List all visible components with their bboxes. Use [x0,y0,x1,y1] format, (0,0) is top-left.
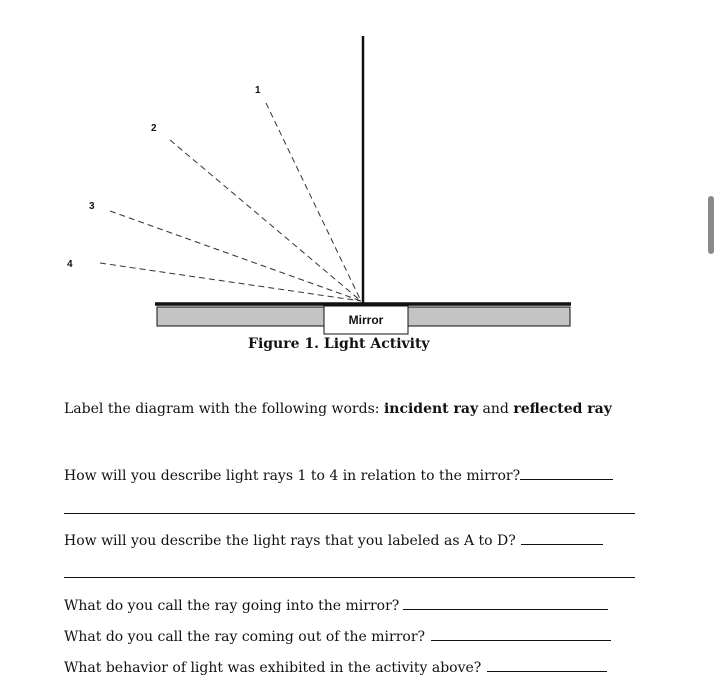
question-2-answer-line[interactable] [64,577,635,578]
instruction-term-reflected-ray: reflected ray [513,401,612,417]
instruction-connector: and [478,401,514,417]
question-2-text: How will you describe the light rays that you labeled as A to D? [64,533,516,549]
question-5-text: What behavior of light was exhibited in the activity above? [64,660,482,676]
question-3-text: What do you call the ray going into the mirror? [64,598,400,614]
instruction-line [64,400,612,418]
instruction-prefix: Label the diagram with the following words: [64,401,384,417]
question-5 [64,657,607,677]
question-1-answer-blank[interactable] [520,465,613,480]
ray-label-2: 2 [151,123,157,134]
figure-caption: Figure 1. Light Activity [248,336,430,352]
ray-4-line [100,263,361,301]
question-5-answer-blank[interactable] [487,657,607,672]
question-1 [64,465,613,485]
ray-label-3: 3 [89,201,95,212]
question-3 [64,595,608,615]
mirror-label: Mirror [348,313,384,327]
question-2-answer-blank[interactable] [521,530,603,545]
question-1-text: How will you describe light rays 1 to 4 in relation to the mirror? [64,468,521,484]
question-3-answer-blank[interactable] [403,595,608,610]
scrollbar-thumb[interactable] [708,196,714,254]
ray-label-1: 1 [255,85,261,96]
question-4 [64,626,611,646]
question-2 [64,530,603,550]
question-1-answer-line[interactable] [64,513,635,514]
ray-3-line [110,211,361,301]
ray-label-4: 4 [67,259,73,270]
instruction-term-incident-ray: incident ray [383,401,479,417]
question-4-answer-blank[interactable] [431,626,611,641]
question-4-text: What do you call the ray coming out of the mirror? [64,629,426,645]
ray-1-line [266,103,361,301]
ray-2-line [170,140,361,301]
